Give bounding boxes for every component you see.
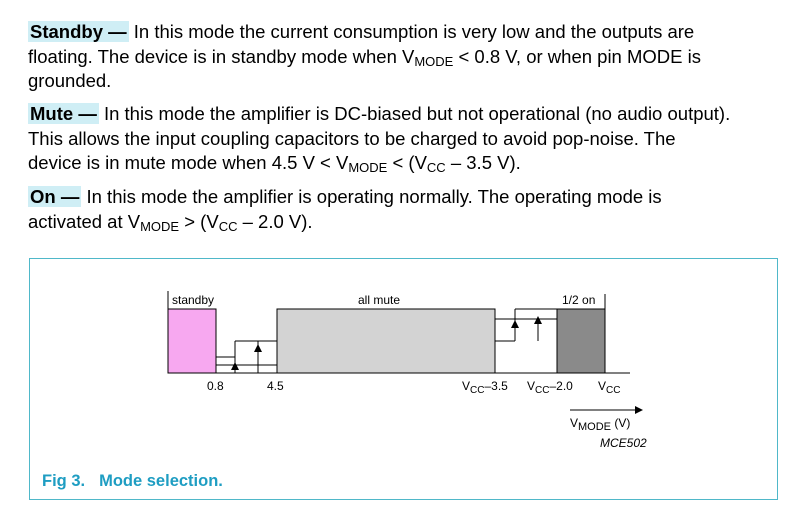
on-text-line2c: – 2.0 V). (237, 210, 313, 232)
on-paragraph (28, 185, 798, 234)
mute-text-line3a: device is in mute mode when 4.5 V < V (28, 152, 349, 173)
figure-box (29, 258, 778, 500)
figure-code: MCE502 (600, 436, 647, 450)
standby-term: Standby — (30, 21, 127, 42)
mute-region (277, 309, 495, 373)
tick-vcc-2-0: $V_{CC}-2.0$ (527, 379, 573, 396)
tick-4-5: 4.5 (267, 379, 284, 393)
figure-title: Mode selection. (99, 472, 223, 490)
label-half-on: 1/2 on (562, 293, 596, 307)
label-standby: standby (172, 293, 215, 307)
tick-0-8: 0.8 (207, 379, 224, 393)
mode-selection-diagram (30, 259, 777, 499)
mute-vcc-sub: CC (426, 160, 446, 175)
on-term: On — (30, 186, 80, 207)
tick-vcc-3-5: $V_{CC}-3.5$ (462, 379, 508, 396)
standby-text-line1: In this mode the current consumption is very low and the outputs are (128, 21, 695, 42)
standby-vmode-sub: MODE (414, 53, 454, 69)
figure-number: Fig 3. (42, 472, 86, 490)
figure-caption (42, 472, 223, 491)
mute-text-line2: This allows the input coupling capacitors to be charged to avoid pop-noise. The (28, 127, 676, 149)
tick-vcc: $V_{CC}$ (598, 379, 621, 396)
on-region (557, 309, 605, 373)
on-text-line1: In this mode the amplifier is operating normally. The operating mode is (81, 186, 662, 207)
mute-paragraph (28, 102, 798, 176)
standby-text-line3: grounded. (28, 70, 112, 91)
standby-paragraph (28, 20, 798, 94)
label-all-mute: all mute (358, 293, 401, 307)
mute-vmode-sub: MODE (348, 160, 388, 175)
mute-text-line3c: – 3.5 V). (445, 152, 521, 173)
hysteresis-standby-mute (216, 341, 277, 373)
hysteresis-mute-on (495, 309, 557, 341)
mute-text-line1: In this mode the amplifier is DC-biased but not operational (no audio output). (98, 103, 731, 124)
standby-text-line2b: < 0.8 V, or when pin MODE is (453, 45, 701, 67)
mute-text-line3b: < (V (387, 152, 427, 173)
on-text-line2a: activated at V (28, 210, 141, 232)
mute-term: Mute — (30, 103, 97, 124)
on-vcc-sub: CC (218, 218, 238, 234)
vmode-axis-label: VMODE (V) (570, 416, 631, 433)
on-text-line2b: > (V (179, 210, 219, 232)
on-vmode-sub: MODE (140, 218, 180, 234)
standby-text-line2a: floating. The device is in standby mode when V (28, 45, 415, 67)
standby-region (168, 309, 216, 373)
